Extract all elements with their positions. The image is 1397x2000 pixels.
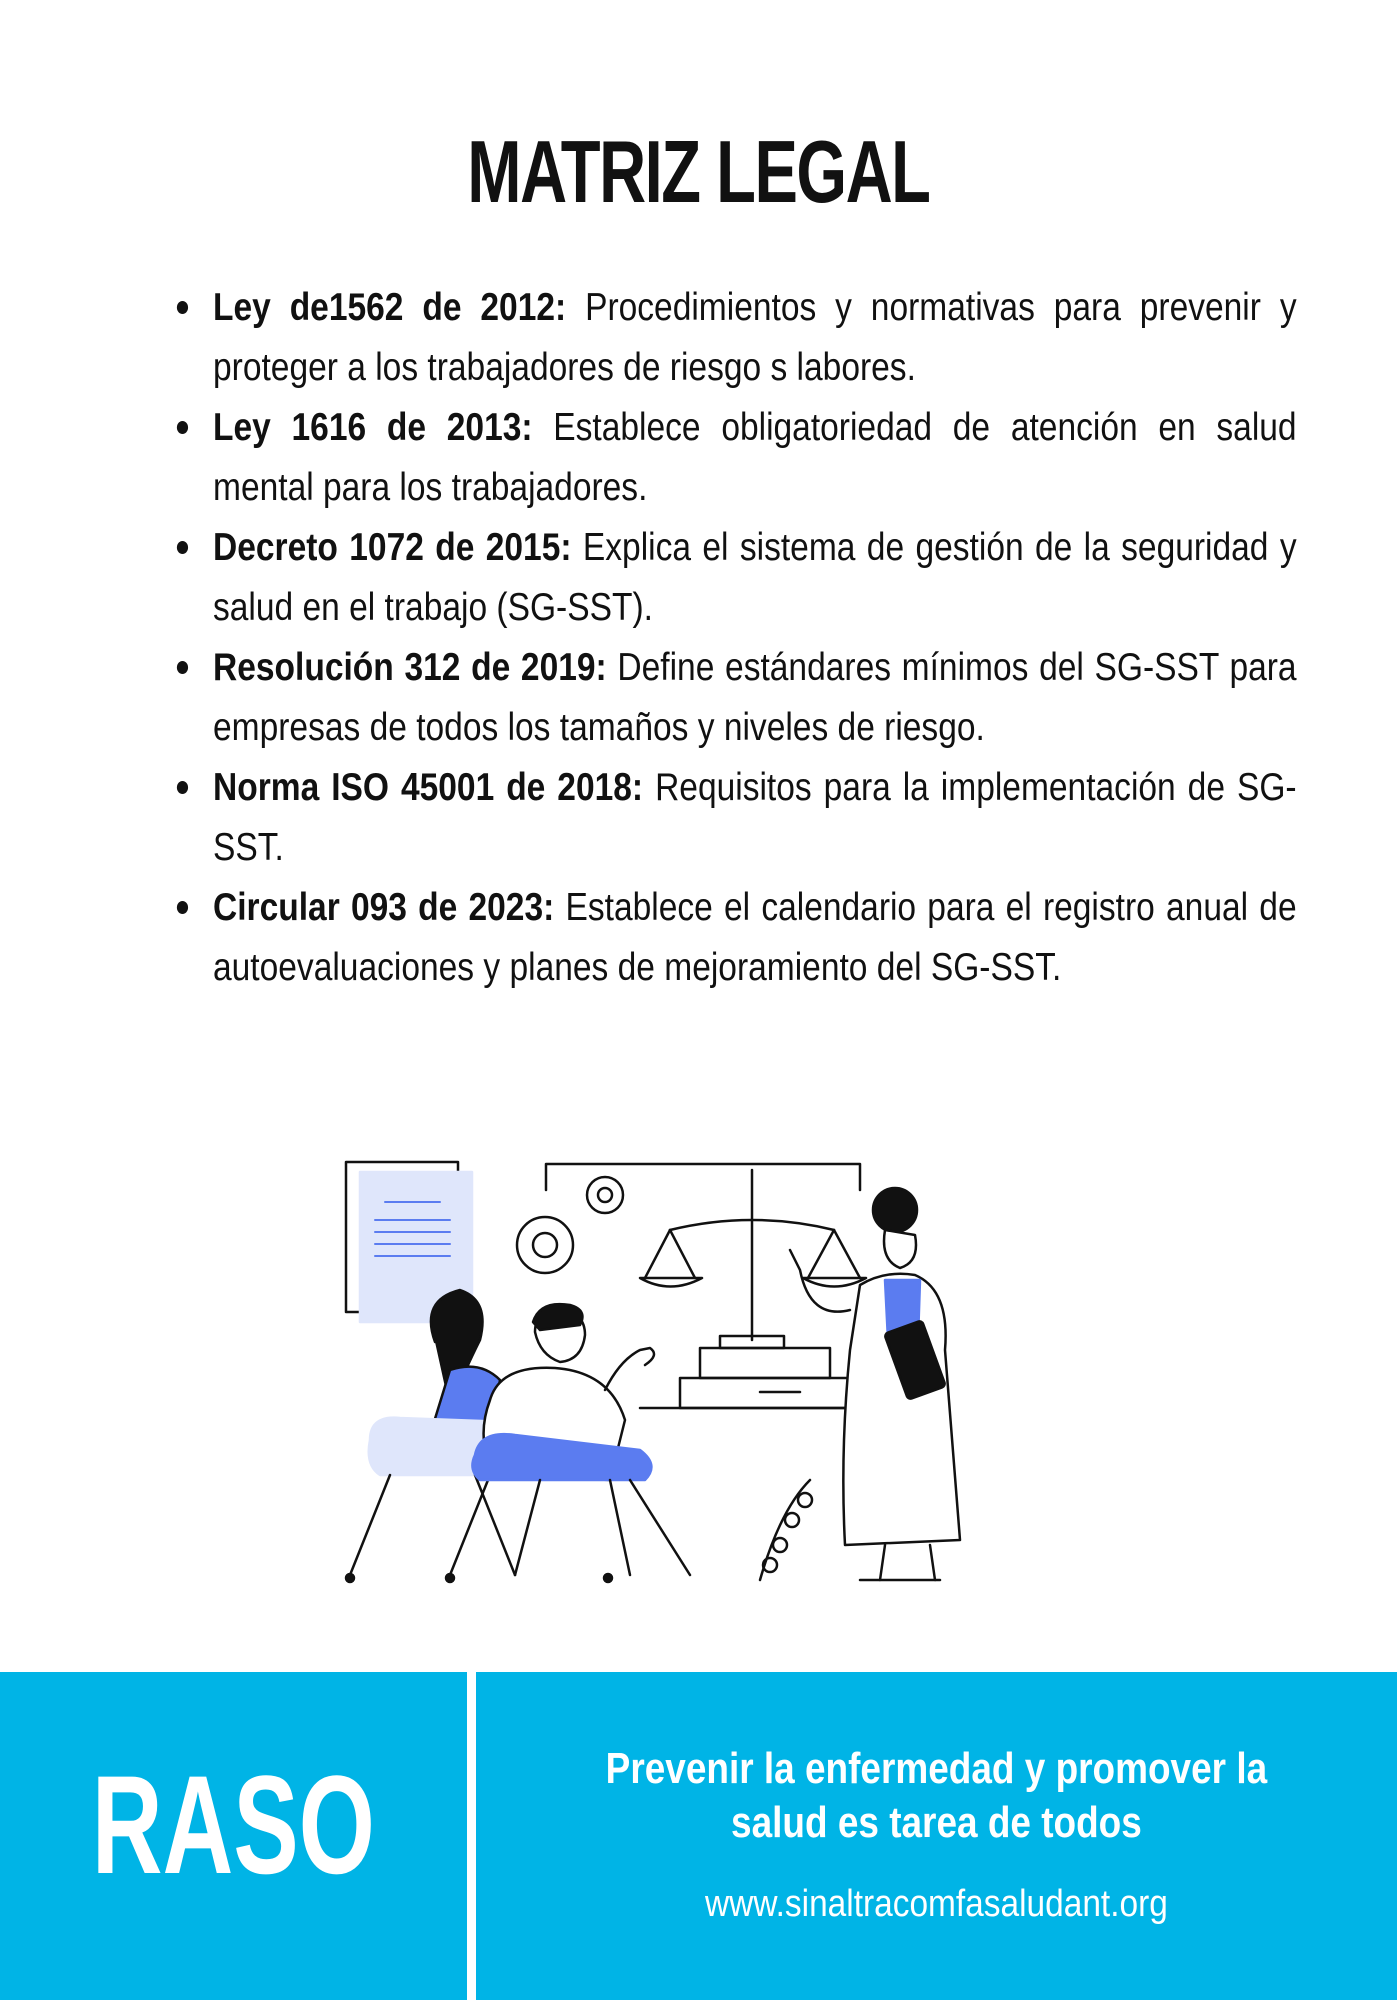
law-description: Procedimientos y normativas para prevenir y proteger a los trabajadores de riesgo s labores. (213, 286, 1297, 389)
books-icon (640, 1348, 860, 1408)
law-description: Establece obligatoriedad de atención en salud mental para los trabajadores. (213, 406, 1297, 509)
bullet-icon (177, 781, 188, 794)
website-link[interactable]: www.sinaltracomfasaludant.org (705, 1883, 1168, 1925)
law-name: Resolución 312 de 2019: (213, 646, 607, 689)
bullet-icon (177, 421, 188, 434)
bullet-icon (177, 901, 188, 914)
law-name: Circular 093 de 2023: (213, 886, 555, 929)
law-name: Decreto 1072 de 2015: (213, 526, 572, 569)
page-title: MATRIZ LEGAL (467, 122, 930, 221)
law-name: Ley 1616 de 2013: (213, 406, 533, 449)
law-description: Define estándares mínimos del SG-SST para empresas de todos los tamaños y niveles de riesgo. (213, 646, 1297, 749)
slogan-line: Prevenir la enfermedad y promover la (605, 1744, 1268, 1793)
legal-matrix-list (170, 278, 1297, 998)
bullet-icon (177, 301, 188, 314)
list-item (170, 278, 1297, 398)
brand-name: RASO (91, 1746, 375, 1903)
list-item (170, 398, 1297, 518)
slogan-line: salud es tarea de todos (731, 1798, 1142, 1847)
law-description: Establece el calendario para el registro anual de autoevaluaciones y planes de mejoramiento del SG-SST. (213, 886, 1297, 989)
law-name: Ley de1562 de 2012: (213, 286, 567, 329)
bullet-icon (177, 661, 188, 674)
list-item (170, 758, 1297, 878)
list-item (170, 638, 1297, 758)
list-item (170, 878, 1297, 998)
scales-of-justice-icon (640, 1170, 866, 1348)
slogan (550, 1742, 1324, 1850)
bullet-icon (177, 541, 188, 554)
footer-banner (0, 1672, 1397, 2000)
list-item (170, 518, 1297, 638)
gear-icon (517, 1177, 623, 1273)
legal-team-illustration (340, 1150, 1060, 1640)
footer-divider (467, 1672, 476, 2000)
law-description: Explica el sistema de gestión de la seguridad y salud en el trabajo (SG-SST). (213, 526, 1297, 629)
law-name: Norma ISO 45001 de 2018: (213, 766, 644, 809)
law-description: Requisitos para la implementación de SG-SST. (213, 766, 1297, 869)
